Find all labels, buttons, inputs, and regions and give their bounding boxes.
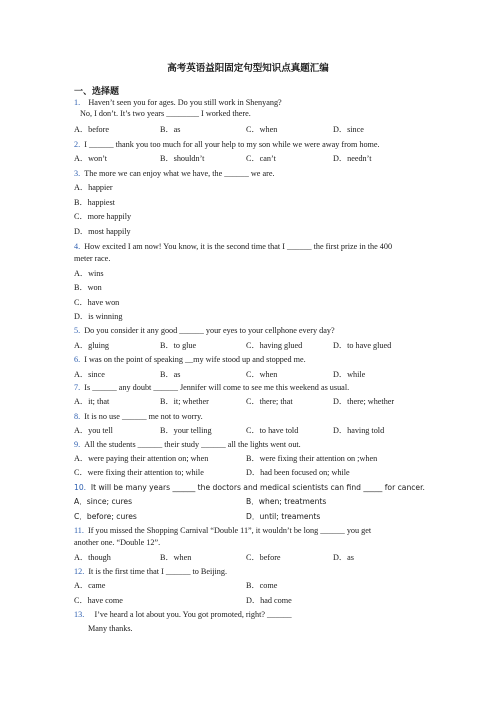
question-text: Haven’t seen you for ages. Do you still work in Shenyang? [88,98,282,107]
option-c[interactable]: C．were fixing their attention to; while [74,468,204,477]
option-c[interactable]: C．before; cures [74,512,137,521]
option-c[interactable]: C．there; that [246,397,293,406]
question-number: 11. [74,526,84,535]
question-text: The more we can enjoy what we have, the ______ we are. [84,169,275,178]
option-c[interactable]: C．to have told [246,426,299,435]
option-b[interactable]: B．when; treatments [246,497,327,506]
section-heading: 一、选择题 [74,87,120,97]
option-a[interactable]: A．since [74,370,105,379]
question-10 [74,482,425,493]
option-d[interactable]: D．had come [246,596,292,605]
question-4-line-2: meter race. [74,254,111,263]
option-b[interactable]: B．were fixing their attention on ;when [246,454,378,463]
question-1 [74,97,282,108]
question-1-line-2: No, I don’t. It’s two years ________ I worked there. [80,109,251,118]
question-text: How excited I am now! You know, it is the second time that I ______ the first prize in the 400 [84,242,393,251]
question-11 [74,525,371,536]
question-number: 1. [74,98,81,107]
option-a[interactable]: A．won’t [74,154,108,163]
option-d[interactable]: D．while [333,370,366,379]
question-13-line-2: Many thanks. [88,624,133,633]
document-title: 高考英语益阳固定句型知识点真题汇编 [167,63,329,74]
option-c[interactable]: C．when [246,370,278,379]
question-12 [74,566,227,577]
option-a[interactable]: A．came [74,581,106,590]
option-a[interactable]: A．you tell [74,426,113,435]
option-b[interactable]: B．won [74,283,102,292]
question-number: 8. [74,412,81,421]
question-text: It is no use ______ me not to worry. [84,412,203,421]
question-2 [74,139,380,150]
option-d[interactable]: D．there; whether [333,397,395,406]
option-a[interactable]: A．happier [74,183,113,192]
option-a[interactable]: A．were paying their attention on; when [74,454,209,463]
option-b[interactable]: B．happiest [74,198,115,207]
option-d[interactable]: D．is winning [74,312,123,321]
question-number: 10. [74,483,87,492]
option-b[interactable]: B．come [246,581,278,590]
question-11-line-2: another one. “Double 12”. [74,538,161,547]
option-c[interactable]: C．before [246,553,281,562]
question-text: I ______ thank you too much for all your help to my son while we were away from home. [84,140,380,149]
option-d[interactable]: D．since [333,125,364,134]
question-text: I was on the point of speaking __my wife stood up and stopped me. [84,355,306,364]
question-7 [74,382,349,393]
option-c[interactable]: C．more happily [74,212,132,221]
question-text: It is the first time that I ______ to Beijing. [88,567,228,576]
option-b[interactable]: B．as [160,370,181,379]
option-a[interactable]: A．though [74,553,111,562]
option-d[interactable]: D．as [333,553,354,562]
option-d[interactable]: D．having told [333,426,385,435]
question-number: 7. [74,383,81,392]
option-c[interactable]: C．have won [74,298,120,307]
question-8 [74,411,203,422]
question-text: If you missed the Shopping Carnival “Double 11”, it wouldn’t be long ______ you get [88,526,372,535]
option-a[interactable]: A．gluing [74,341,110,350]
question-number: 9. [74,440,81,449]
option-d[interactable]: D．to have glued [333,341,392,350]
option-b[interactable]: B．when [160,553,192,562]
option-b[interactable]: B．your telling [160,426,212,435]
question-6 [74,354,306,365]
option-c[interactable]: C．when [246,125,278,134]
question-4 [74,241,392,252]
option-a[interactable]: A．it; that [74,397,110,406]
question-number: 4. [74,242,81,251]
question-text: All the students ______ their study ______ all the lights went out. [84,440,301,449]
option-a[interactable]: A．since; cures [74,497,133,506]
option-a[interactable]: A．wins [74,269,104,278]
option-a[interactable]: A．before [74,125,110,134]
option-b[interactable]: B．as [160,125,181,134]
option-d[interactable]: D．needn’t [333,154,372,163]
option-c[interactable]: C．have come [74,596,123,605]
question-number: 6. [74,355,81,364]
option-c[interactable]: C．having glued [246,341,303,350]
question-3 [74,168,275,179]
question-text: Is ______ any doubt ______ Jennifer will come to see me this weekend as usual. [84,383,350,392]
question-text: It will be many years ______ the doctors and medical scientists can find _____ for cancer. [90,483,425,492]
question-number: 13. [74,610,85,619]
question-number: 12. [74,567,85,576]
question-number: 2. [74,140,81,149]
question-5 [74,325,335,336]
question-13 [74,609,292,620]
option-d[interactable]: D．until; treaments [246,512,321,521]
question-text: I’ve heard a lot about you. You got promoted, right? ______ [94,610,292,619]
option-b[interactable]: B．to glue [160,341,197,350]
option-b[interactable]: B．it; whether [160,397,209,406]
question-text: Do you consider it any good ______ your eyes to your cellphone every day? [84,326,335,335]
question-number: 5. [74,326,81,335]
option-b[interactable]: B．shouldn’t [160,154,205,163]
option-d[interactable]: D．most happily [74,227,131,236]
option-c[interactable]: C．can’t [246,154,276,163]
question-number: 3. [74,169,81,178]
question-9 [74,439,301,450]
option-d[interactable]: D．had been focused on; while [246,468,350,477]
